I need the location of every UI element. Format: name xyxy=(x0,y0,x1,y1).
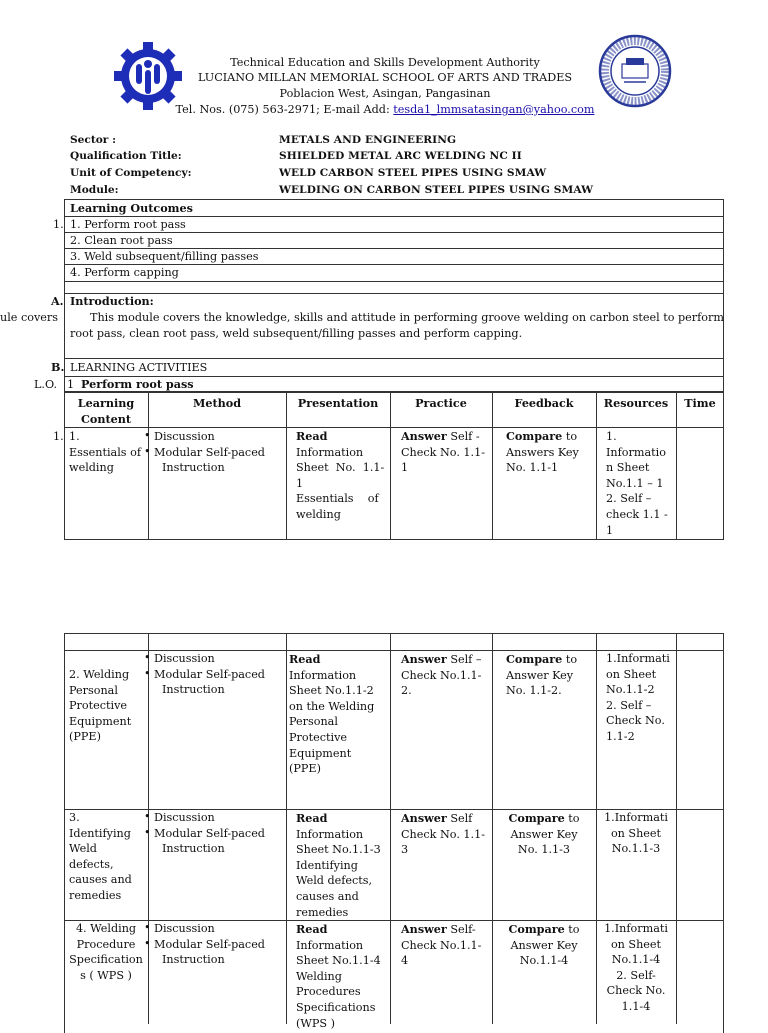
table-row-feedback: Compare to Answer Key No.1.1-4 xyxy=(508,922,580,968)
table-row-resources: 1. Informatio n Sheet No.1.1 – 1 2. Self – check 1.1 - 1 xyxy=(606,430,668,537)
school-seal xyxy=(598,34,672,108)
table-row-content: 4. Welding Procedure Specification s ( WPS ) xyxy=(69,922,143,982)
table-row-practice: Answer Self - Check No. 1.1- 1 xyxy=(401,429,485,475)
lo-title: Perform root pass xyxy=(81,377,194,391)
outcomes-title: Learning Outcomes xyxy=(70,201,193,215)
unit-label: Unit of Competency: xyxy=(70,167,192,179)
header-contact xyxy=(140,102,630,118)
intro-marker: A. xyxy=(51,294,64,308)
table-row-presentation: Read Information Sheet No. 1.1- 1 Essentials of welding xyxy=(296,429,385,521)
email-link[interactable]: tesda1_lmmsatasingan@yahoo.com xyxy=(393,103,595,116)
activities-title: LEARNING ACTIVITIES xyxy=(70,361,208,374)
header-practice: Practice xyxy=(415,396,467,410)
outcomes-number: 1. xyxy=(53,218,64,231)
table-row-practice: Answer Self – Check No.1.1- 2. xyxy=(401,652,482,698)
intro-line-2: root pass, clean root pass, weld subsequent/filling passes and perform capping. xyxy=(70,327,523,340)
lo-marker: L.O. xyxy=(34,378,58,391)
bullet-icon: • xyxy=(144,921,151,934)
bullet-icon: • xyxy=(144,651,151,664)
row-number: 1. xyxy=(53,430,64,443)
bullet-icon: • xyxy=(144,826,151,839)
table-row-content: 2. Welding Personal Protective Equipment (PPE) xyxy=(69,668,132,744)
table-row-practice: Answer Self- Check No.1.1- 4 xyxy=(401,922,482,968)
bullet-icon: • xyxy=(144,667,151,680)
bullet-icon: • xyxy=(144,937,151,950)
table-row-content: 3. Identifying Weld defects, causes and remedies xyxy=(69,811,132,902)
header-method: Method xyxy=(192,396,242,410)
bullet-icon: • xyxy=(144,810,151,823)
header-resources: Resources xyxy=(603,396,669,410)
header-presentation: Presentation xyxy=(297,396,379,410)
table-row-presentation: Read Information Sheet No.1.1-3 Identifying Weld defects, causes and remedies xyxy=(296,811,381,919)
unit-value: WELD CARBON STEEL PIPES USING SMAW xyxy=(279,167,547,179)
qualification-value: SHIELDED METAL ARC WELDING NC II xyxy=(279,150,522,162)
school-seal-icon xyxy=(598,34,672,108)
intro-title: Introduction: xyxy=(70,294,154,308)
header-time: Time xyxy=(684,396,716,410)
module-value: WELDING ON CARBON STEEL PIPES USING SMAW xyxy=(279,184,594,196)
sector-value: METALS AND ENGINEERING xyxy=(279,134,457,146)
qualification-label: Qualification Title: xyxy=(70,150,182,162)
table-row-presentation: Read Information Sheet No.1.1-2 on the Welding Personal Protective Equipment (PPE) xyxy=(289,652,375,776)
intro-line-1: This module covers the knowledge, skills and attitude in performing groove welding on carbon steel to perform xyxy=(90,311,724,324)
table-row-feedback: Compare to Answer Key No. 1.1-2. xyxy=(506,652,578,698)
activities-marker: B. xyxy=(51,360,65,374)
lo-number: 1 xyxy=(67,378,75,391)
table-row-method: Discussion Modular Self-paced Instruction xyxy=(154,430,265,475)
header-learning-content: Learning Content xyxy=(77,396,135,426)
bullet-icon: • xyxy=(144,445,151,458)
module-label: Module: xyxy=(70,184,119,196)
header-school: LUCIANO MILLAN MEMORIAL SCHOOL OF ARTS AND TRADES xyxy=(197,71,573,84)
table-row-resources: 1.Informati on Sheet No.1.1-3 xyxy=(604,811,668,856)
table-row-resources: 1.Informati on Sheet No.1.1-2 2. Self – Check No. 1.1-2 xyxy=(606,652,670,743)
table-row-resources: 1.Informati on Sheet No.1.1-4 2. Self- Check No. 1.1-4 xyxy=(604,922,668,1013)
header-feedback: Feedback xyxy=(514,396,574,410)
outcome-item: 2. Clean root pass xyxy=(70,234,173,247)
contact-text: Tel. Nos. (075) 563-2971; E-mail Add: xyxy=(175,103,394,116)
sector-label: Sector : xyxy=(70,134,116,146)
intro-margin-text: ule covers xyxy=(0,311,58,324)
table-row-feedback: Compare to Answer Key No. 1.1-3 xyxy=(508,811,580,857)
table-row-method: Discussion Modular Self-paced Instruction xyxy=(154,922,265,967)
table-row-method: Discussion Modular Self-paced Instruction xyxy=(154,811,265,856)
outcome-item: 3. Weld subsequent/filling passes xyxy=(70,250,259,263)
table-row-feedback: Compare to Answers Key No. 1.1-1 xyxy=(506,429,579,475)
bullet-icon: • xyxy=(144,429,151,442)
table-row-practice: Answer Self Check No. 1.1- 3 xyxy=(401,811,485,857)
outcome-item: 1. Perform root pass xyxy=(70,218,186,231)
header-agency: Technical Education and Skills Development Authority xyxy=(230,56,540,69)
table-row-presentation: Read Information Sheet No.1.1-4 Welding Procedures Specifications (WPS ) xyxy=(296,922,381,1030)
outcome-item: 4. Perform capping xyxy=(70,266,179,279)
table-row-method: Discussion Modular Self-paced Instruction xyxy=(154,652,265,697)
table-row-content: 1. Essentials of welding xyxy=(69,430,141,475)
header-address: Poblacion West, Asingan, Pangasinan xyxy=(279,87,491,100)
